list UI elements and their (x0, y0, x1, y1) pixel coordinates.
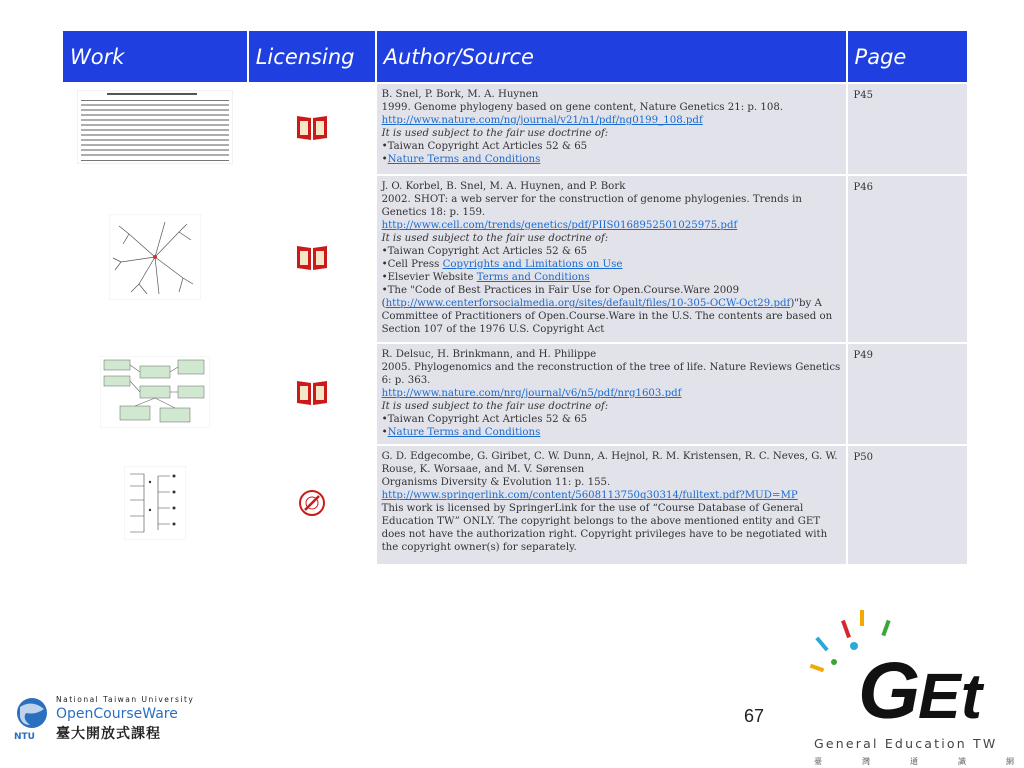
table-thumbnail (77, 90, 233, 168)
globe-icon (12, 695, 52, 743)
bullet-item: •Taiwan Copyright Act Articles 52 & 65 (381, 246, 588, 257)
ntu-name-en: National Taiwan University (56, 695, 195, 704)
page-cell: P49 (848, 344, 967, 444)
svg-text:NTU: NTU (14, 732, 35, 742)
citation-line: 1999. Genome phylogeny based on gene content, Nature Genetics 21: p. 108. (381, 102, 784, 113)
header-licensing: Licensing (249, 31, 375, 82)
work-cell (63, 84, 247, 174)
get-cn-char: 網 (1006, 757, 1014, 766)
bullet-item: •Nature Terms and Conditions (381, 427, 541, 438)
licensing-cell (249, 84, 375, 174)
flowchart-thumbnail (100, 356, 210, 432)
page-cell: P45 (848, 84, 967, 174)
bullet-item: •Cell Press Copyrights and Limitations on Use (381, 259, 623, 270)
header-author-source: Author/Source (377, 31, 846, 82)
source-cell (377, 446, 846, 564)
page-cell: P50 (848, 446, 967, 564)
source-link[interactable]: http://www.nature.com/nrg/journal/v6/n5/pdf/nrg1603.pdf (381, 388, 682, 399)
work-cell (63, 344, 247, 444)
header-row (63, 31, 967, 82)
source-link[interactable]: http://www.cell.com/trends/genetics/pdf/PIIS0168952501025975.pdf (381, 220, 738, 231)
get-cn-char: 臺 (814, 757, 822, 766)
table-row (63, 84, 967, 174)
fair-use-book-icon (295, 112, 329, 146)
bullet-item: •Nature Terms and Conditions (381, 154, 541, 165)
header-work: Work (63, 31, 247, 82)
svg-text:Et: Et (918, 660, 982, 732)
terms-link[interactable]: Nature Terms and Conditions (387, 427, 541, 438)
licensing-cell (249, 446, 375, 564)
bullet-item: •Taiwan Copyright Act Articles 52 & 65 (381, 141, 588, 152)
work-cell (63, 176, 247, 342)
work-cell (63, 446, 247, 564)
copyright-limits-link[interactable]: Copyrights and Limitations on Use (442, 259, 623, 270)
source-cell (377, 84, 846, 174)
licensing-cell (249, 344, 375, 444)
author-line: R. Delsuc, H. Brinkmann, and H. Philippe (381, 349, 597, 360)
header-page: Page (848, 31, 967, 82)
author-line: G. D. Edgecombe, G. Giribet, C. W. Dunn, A. Hejnol, R. M. Kristensen, R. C. Neves, G. W. Rouse, K. Worsaae, and M. V. Sørensen (381, 451, 838, 475)
bullet-item: •Elsevier Website Terms and Conditions (381, 272, 590, 283)
citation-line: 2002. SHOT: a web server for the construction of genome phylogenies. Trends in Genetics 18: p. 159. (381, 194, 802, 218)
ocw-code-link[interactable]: http://www.centerforsocialmedia.org/sites/default/files/10-305-OCW-Oct29.pdf (385, 298, 791, 309)
ntu-ocw-logo (12, 693, 202, 745)
get-cn-char: 通 (910, 757, 918, 766)
author-line: J. O. Korbel, B. Snel, M. A. Huynen, and P. Bork (381, 181, 626, 192)
fair-use-book-icon (295, 242, 329, 276)
ntu-ocw-cn: 臺大開放式課程 (56, 726, 161, 742)
get-cn-char: 識 (958, 757, 966, 766)
fair-use-note: It is used subject to the fair use doctrine of: (381, 233, 609, 244)
licensed-seal-icon (297, 488, 327, 522)
table-row (63, 446, 967, 564)
cladogram-thumbnail (124, 466, 186, 544)
fair-use-note: It is used subject to the fair use doctrine of: (381, 128, 609, 139)
citation-line: 2005. Phylogenomics and the reconstruction of the tree of life. Nature Reviews Genetics 6: p. 363. (381, 362, 841, 386)
bullet-item: •Taiwan Copyright Act Articles 52 & 65 (381, 414, 588, 425)
source-link[interactable]: http://www.springerlink.com/content/5608113750q30314/fulltext.pdf?MUD=MP (381, 490, 798, 501)
credits-table (61, 29, 969, 566)
get-tagline: General Education TW (814, 736, 998, 751)
licensing-cell (249, 176, 375, 342)
bullet-item: •The "Code of Best Practices in Fair Use for Open.Course.Ware 2009 (http://www.centerforsocialmedia.org/sites/default/files/10-305-OCW-Oct29.pdf)"by A Committee of Practitioners of Open.Course.Ware in the U.S. The contents are based on Section 107 of the 1976 U.S. Copyright Act (381, 285, 833, 335)
table-row (63, 344, 967, 444)
source-cell (377, 344, 846, 444)
table-row (63, 176, 967, 342)
fair-use-book-icon (295, 377, 329, 411)
page-cell: P46 (848, 176, 967, 342)
tree-diagram-thumbnail (109, 214, 201, 304)
citation-line: Organisms Diversity & Evolution 11: p. 155. (381, 477, 611, 488)
get-logo (800, 606, 1024, 768)
fair-use-note: It is used subject to the fair use doctrine of: (381, 401, 609, 412)
get-wordmark-icon (800, 606, 1024, 734)
elsevier-terms-link[interactable]: Terms and Conditions (476, 272, 590, 283)
ocw-name: OpenCourseWare (56, 706, 178, 722)
source-link[interactable]: http://www.nature.com/ng/journal/v21/n1/pdf/ng0199_108.pdf (381, 115, 703, 126)
page-number: 67 (744, 706, 765, 726)
source-cell (377, 176, 846, 342)
license-text: This work is licensed by SpringerLink for the use of “Course Database of General Education TW” ONLY. The copyright belongs to the above mentioned entity and GET does not have the authorization right. Copyright privileges have to be negotiated with the copyright owner(s) for separately. (381, 503, 828, 553)
terms-link[interactable]: Nature Terms and Conditions (387, 154, 541, 165)
svg-text:G: G (858, 646, 921, 734)
author-line: B. Snel, P. Bork, M. A. Huynen (381, 89, 539, 100)
get-cn-char: 灣 (862, 757, 870, 766)
